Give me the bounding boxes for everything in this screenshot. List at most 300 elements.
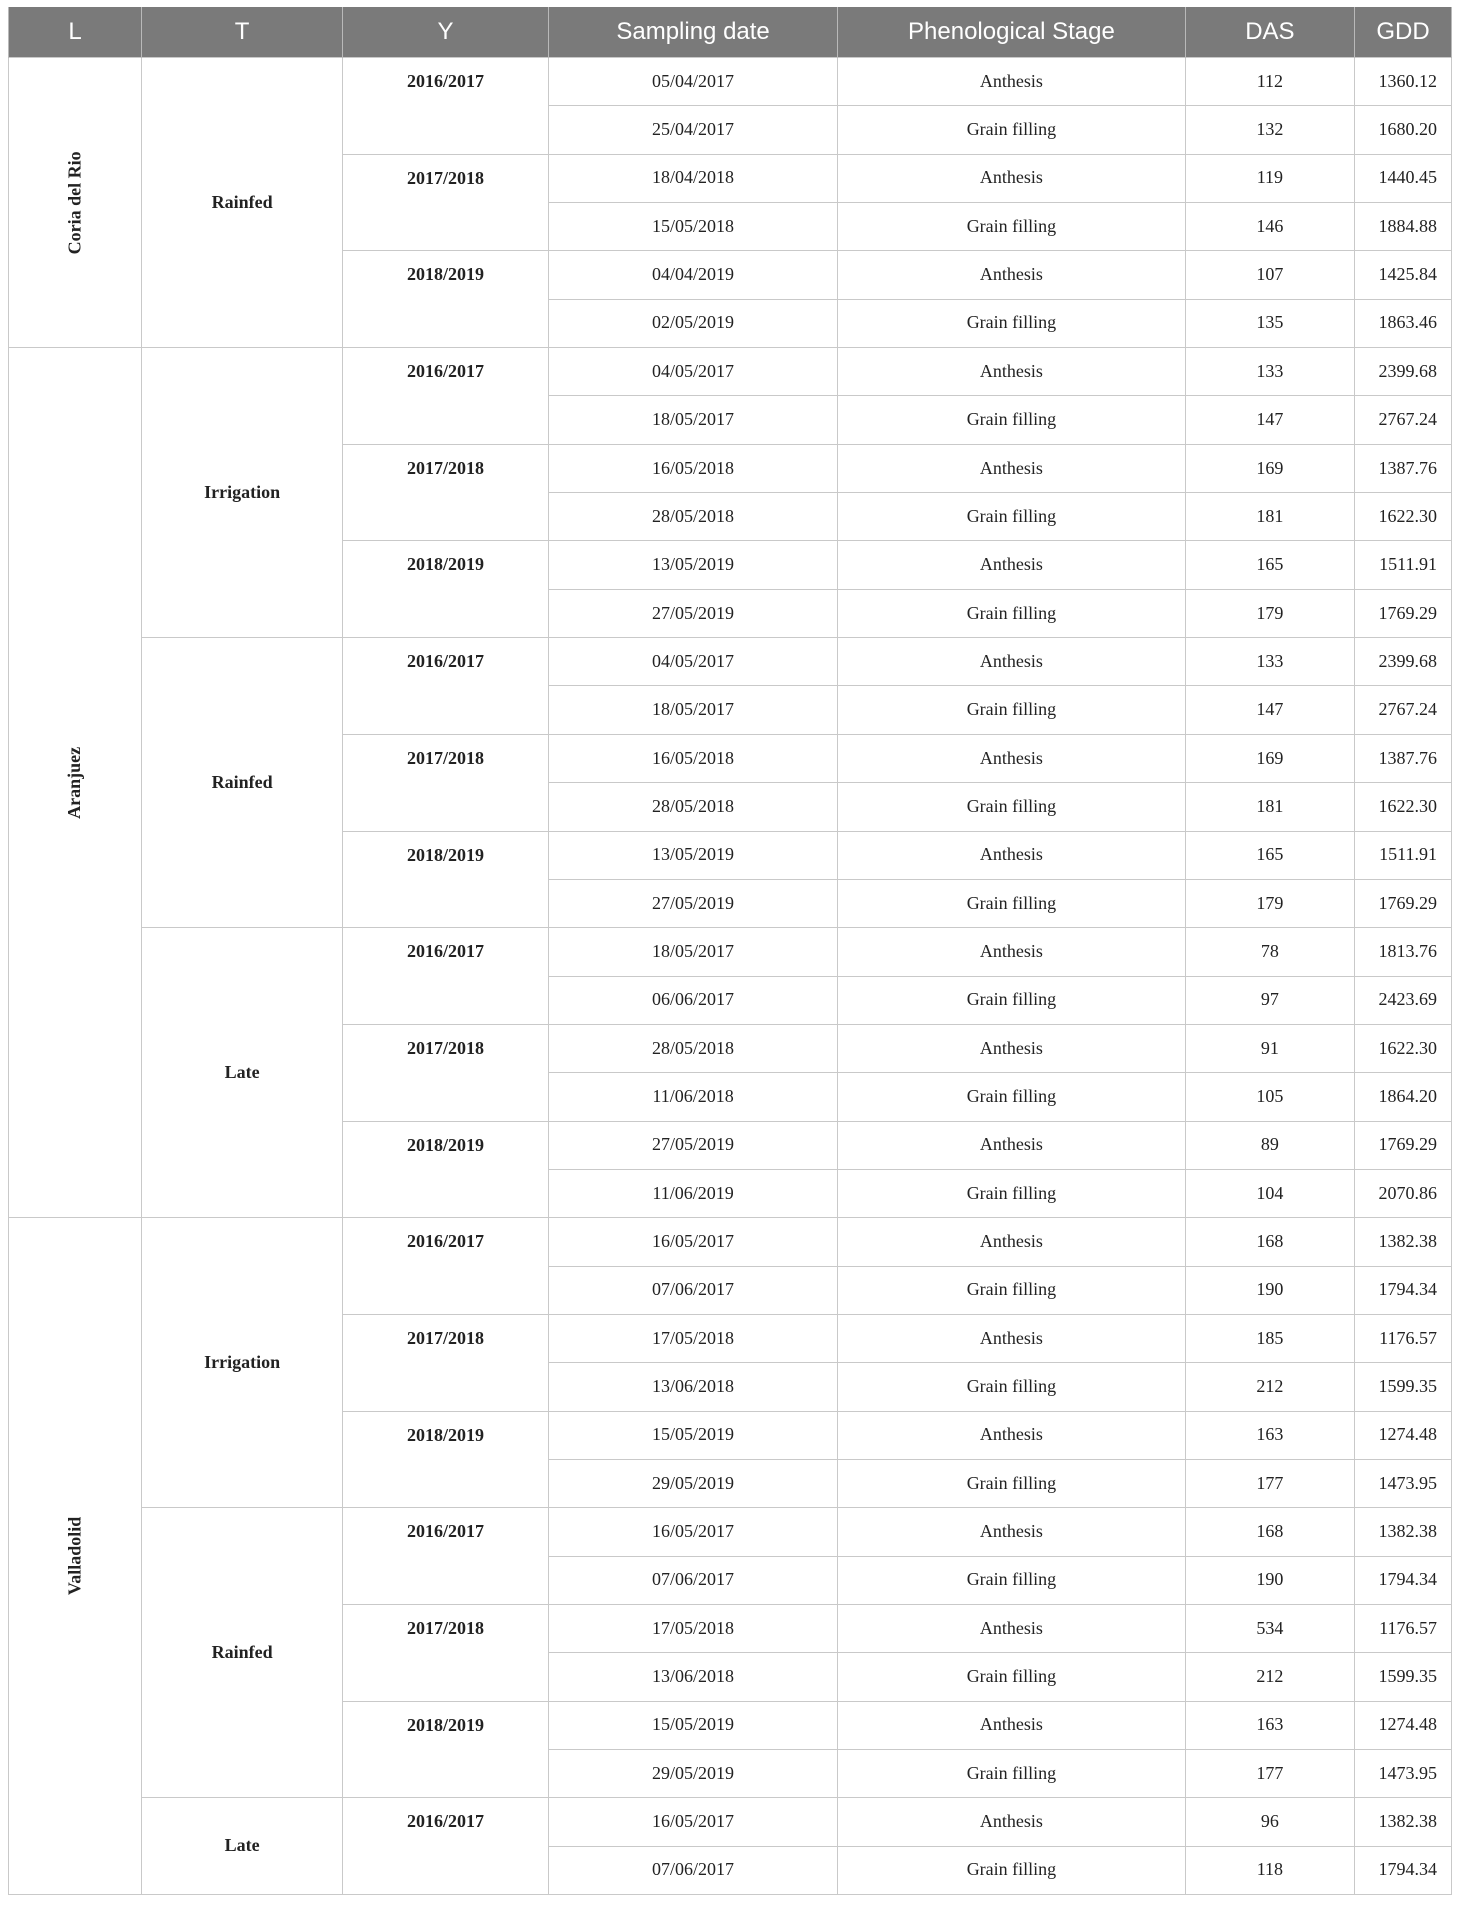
das-cell-text: 107	[1256, 264, 1284, 285]
das-cell	[1185, 203, 1354, 251]
sampling-date-cell-text: 28/05/2018	[652, 1037, 735, 1058]
das-cell-text: 147	[1256, 409, 1284, 430]
das-cell	[1185, 1363, 1354, 1411]
phenological-stage-cell	[838, 299, 1185, 347]
sampling-date-cell-text: 13/06/2018	[652, 1376, 735, 1397]
phenological-stage-cell-text: Grain filling	[966, 699, 1057, 720]
das-cell-text: 118	[1256, 1859, 1284, 1880]
year-cell-text: 2017/2018	[407, 1327, 485, 1348]
phenological-stage-cell-text: Grain filling	[966, 989, 1057, 1010]
das-cell-text: 132	[1256, 119, 1284, 140]
phenological-stage-cell	[838, 1459, 1185, 1507]
phenological-stage-cell	[838, 251, 1185, 299]
sampling-date-cell	[548, 1605, 837, 1653]
das-cell	[1185, 1556, 1354, 1604]
das-cell	[1185, 1218, 1354, 1266]
gdd-cell	[1355, 106, 1452, 154]
phenological-stage-cell	[838, 1605, 1185, 1653]
phenological-stage-cell	[838, 1750, 1185, 1798]
gdd-cell-text: 1794.34	[1378, 1279, 1437, 1300]
das-cell	[1185, 1121, 1354, 1169]
das-cell-text: 185	[1256, 1327, 1284, 1348]
treatment-cell	[142, 1218, 343, 1508]
gdd-cell	[1355, 1363, 1452, 1411]
phenological-stage-cell	[838, 686, 1185, 734]
das-cell-text: 169	[1256, 457, 1284, 478]
sampling-date-cell-text: 07/06/2017	[652, 1569, 735, 1590]
year-cell-text: 2016/2017	[407, 941, 485, 962]
gdd-cell-text: 2399.68	[1378, 360, 1437, 381]
das-cell	[1185, 493, 1354, 541]
das-cell-text: 165	[1256, 844, 1284, 865]
phenological-stage-cell-text: Grain filling	[966, 1279, 1057, 1300]
phenological-stage-cell	[838, 493, 1185, 541]
sampling-date-cell	[548, 396, 837, 444]
das-cell	[1185, 1605, 1354, 1653]
header-treatment: T	[142, 7, 343, 58]
treatment-cell	[142, 1508, 343, 1798]
treatment-cell-text: Rainfed	[211, 771, 273, 792]
sampling-date-cell	[548, 1314, 837, 1362]
phenological-stage-cell	[838, 396, 1185, 444]
phenological-stage-cell	[838, 1121, 1185, 1169]
sampling-date-cell-text: 13/05/2019	[652, 554, 735, 575]
das-cell	[1185, 106, 1354, 154]
year-cell-text: 2016/2017	[407, 1521, 485, 1542]
gdd-cell	[1355, 1314, 1452, 1362]
phenological-stage-cell-text: Grain filling	[966, 1182, 1057, 1203]
sampling-date-cell	[548, 783, 837, 831]
sampling-date-cell-text: 28/05/2018	[652, 795, 735, 816]
sampling-date-cell-text: 07/06/2017	[652, 1279, 735, 1300]
phenological-stage-cell-text: Anthesis	[979, 457, 1043, 478]
gdd-cell	[1355, 1605, 1452, 1653]
sampling-date-cell	[548, 1411, 837, 1459]
year-cell	[343, 154, 549, 251]
sampling-date-cell-text: 16/05/2017	[652, 1811, 735, 1832]
das-cell-text: 212	[1256, 1666, 1284, 1687]
phenological-stage-cell	[838, 1798, 1185, 1846]
das-cell	[1185, 251, 1354, 299]
gdd-cell	[1355, 1701, 1452, 1749]
gdd-cell-text: 1511.91	[1379, 554, 1437, 575]
das-cell	[1185, 1653, 1354, 1701]
phenological-stage-cell	[838, 928, 1185, 976]
das-cell-text: 97	[1260, 989, 1279, 1010]
year-cell-text: 2017/2018	[407, 457, 485, 478]
sampling-date-cell-text: 16/05/2018	[652, 747, 735, 768]
das-cell	[1185, 1846, 1354, 1894]
phenological-stage-cell-text: Anthesis	[979, 360, 1043, 381]
phenological-stage-cell	[838, 879, 1185, 927]
phenological-stage-cell-text: Anthesis	[979, 1134, 1043, 1155]
year-cell	[343, 928, 549, 1025]
phenological-stage-cell-text: Grain filling	[966, 1762, 1057, 1783]
phenological-stage-cell	[838, 1314, 1185, 1362]
year-cell	[343, 1218, 549, 1315]
year-cell	[343, 1411, 549, 1508]
das-cell	[1185, 589, 1354, 637]
gdd-cell-text: 1864.20	[1378, 1085, 1437, 1106]
year-cell-text: 2018/2019	[407, 554, 485, 575]
phenological-stage-cell-text: Grain filling	[966, 1472, 1057, 1493]
gdd-cell	[1355, 203, 1452, 251]
gdd-cell-text: 1274.48	[1378, 1424, 1437, 1445]
gdd-cell-text: 1794.34	[1378, 1569, 1437, 1590]
sampling-date-cell	[548, 1024, 837, 1072]
year-cell	[343, 444, 549, 541]
das-cell	[1185, 444, 1354, 492]
phenological-stage-cell	[838, 1363, 1185, 1411]
phenological-stage-cell-text: Anthesis	[979, 264, 1043, 285]
das-cell	[1185, 831, 1354, 879]
gdd-cell	[1355, 1798, 1452, 1846]
das-cell-text: 179	[1256, 892, 1284, 913]
sampling-date-cell	[548, 203, 837, 251]
header-location: L	[9, 7, 142, 58]
phenological-stage-cell-text: Anthesis	[979, 650, 1043, 671]
sampling-date-cell	[548, 1701, 837, 1749]
gdd-cell-text: 1382.38	[1378, 1521, 1437, 1542]
sampling-date-cell	[548, 1653, 837, 1701]
phenological-stage-cell	[838, 783, 1185, 831]
year-cell	[343, 1605, 549, 1702]
gdd-cell-text: 1473.95	[1378, 1762, 1437, 1783]
gdd-cell	[1355, 734, 1452, 782]
year-cell	[343, 58, 549, 155]
gdd-cell	[1355, 831, 1452, 879]
phenological-stage-cell	[838, 348, 1185, 396]
treatment-cell-text: Rainfed	[211, 191, 273, 212]
gdd-cell	[1355, 493, 1452, 541]
phenological-stage-cell-text: Grain filling	[966, 505, 1057, 526]
sampling-date-cell-text: 15/05/2019	[652, 1714, 735, 1735]
gdd-cell-text: 2423.69	[1378, 989, 1437, 1010]
das-cell	[1185, 928, 1354, 976]
phenological-stage-cell	[838, 1508, 1185, 1556]
phenological-stage-cell-text: Anthesis	[979, 554, 1043, 575]
phenological-stage-cell	[838, 1556, 1185, 1604]
phenological-stage-cell-text: Grain filling	[966, 602, 1057, 623]
sampling-date-cell-text: 27/05/2019	[652, 892, 735, 913]
phenological-stage-cell-text: Grain filling	[966, 215, 1057, 236]
sampling-date-cell	[548, 58, 837, 106]
das-cell-text: 168	[1256, 1231, 1284, 1252]
phenological-stage-cell	[838, 1024, 1185, 1072]
sampling-date-cell	[548, 1459, 837, 1507]
das-cell-text: 135	[1256, 312, 1284, 333]
phenological-stage-cell-text: Anthesis	[979, 1424, 1043, 1445]
das-cell	[1185, 1169, 1354, 1217]
location-label: Aranjuez	[64, 746, 85, 819]
gdd-cell	[1355, 638, 1452, 686]
sampling-date-cell-text: 18/04/2018	[652, 167, 735, 188]
treatment-cell-text: Irrigation	[204, 1351, 281, 1372]
header-sampling-date: Sampling date	[548, 7, 837, 58]
sampling-date-cell-text: 18/05/2017	[652, 699, 735, 720]
phenological-stage-cell-text: Grain filling	[966, 1666, 1057, 1687]
phenological-stage-cell-text: Grain filling	[966, 1569, 1057, 1590]
gdd-cell-text: 1622.30	[1378, 1037, 1437, 1058]
sampling-date-cell	[548, 589, 837, 637]
year-cell	[343, 1798, 549, 1895]
gdd-cell-text: 2767.24	[1378, 699, 1437, 720]
sampling-date-cell	[548, 1508, 837, 1556]
gdd-cell	[1355, 348, 1452, 396]
das-cell-text: 89	[1260, 1134, 1279, 1155]
phenological-stage-cell	[838, 541, 1185, 589]
gdd-cell-text: 1599.35	[1378, 1666, 1437, 1687]
gdd-cell	[1355, 1024, 1452, 1072]
sampling-date-cell-text: 15/05/2018	[652, 215, 735, 236]
gdd-cell-text: 1382.38	[1378, 1231, 1437, 1252]
table-row	[9, 1798, 1452, 1846]
gdd-cell	[1355, 299, 1452, 347]
gdd-cell-text: 1382.38	[1378, 1811, 1437, 1832]
das-cell-text: 91	[1260, 1037, 1279, 1058]
sampling-date-cell	[548, 299, 837, 347]
treatment-cell-text: Late	[224, 1835, 260, 1856]
year-cell-text: 2018/2019	[407, 1424, 485, 1445]
phenological-stage-cell-text: Anthesis	[979, 1327, 1043, 1348]
phenological-stage-cell	[838, 1411, 1185, 1459]
das-cell	[1185, 58, 1354, 106]
sampling-date-cell	[548, 1121, 837, 1169]
year-cell	[343, 348, 549, 445]
gdd-cell	[1355, 154, 1452, 202]
das-cell	[1185, 396, 1354, 444]
phenological-stage-cell-text: Grain filling	[966, 1859, 1057, 1880]
phenological-stage-cell-text: Grain filling	[966, 1085, 1057, 1106]
sampling-date-cell	[548, 493, 837, 541]
sampling-date-cell-text: 02/05/2019	[652, 312, 735, 333]
year-cell	[343, 251, 549, 348]
das-cell	[1185, 299, 1354, 347]
das-cell	[1185, 1411, 1354, 1459]
das-cell-text: 96	[1260, 1811, 1279, 1832]
sampling-date-cell-text: 18/05/2017	[652, 409, 735, 430]
gdd-cell-text: 1863.46	[1378, 312, 1437, 333]
gdd-cell-text: 1387.76	[1378, 457, 1437, 478]
sampling-date-cell-text: 06/06/2017	[652, 989, 735, 1010]
year-cell-text: 2016/2017	[407, 1811, 485, 1832]
phenological-stage-cell-text: Grain filling	[966, 892, 1057, 913]
sampling-date-cell	[548, 1798, 837, 1846]
das-cell	[1185, 541, 1354, 589]
sampling-date-cell-text: 04/05/2017	[652, 650, 735, 671]
das-cell-text: 190	[1256, 1279, 1284, 1300]
header-year: Y	[343, 7, 549, 58]
table-row	[9, 348, 1452, 396]
sampling-date-cell-text: 05/04/2017	[652, 70, 735, 91]
treatment-cell	[142, 58, 343, 348]
gdd-cell-text: 1360.12	[1378, 70, 1437, 91]
gdd-cell	[1355, 1653, 1452, 1701]
das-cell-text: 105	[1256, 1085, 1284, 1106]
gdd-cell-text: 1813.76	[1378, 940, 1437, 961]
location-cell	[9, 58, 142, 348]
year-cell-text: 2016/2017	[407, 71, 485, 91]
year-cell-text: 2017/2018	[407, 167, 485, 188]
gdd-cell-text: 1769.29	[1378, 892, 1437, 913]
header-gdd: GDD	[1355, 7, 1452, 58]
das-cell-text: 534	[1256, 1617, 1284, 1638]
das-cell-text: 177	[1256, 1472, 1284, 1493]
gdd-cell-text: 1425.84	[1378, 264, 1437, 285]
sampling-date-cell-text: 18/05/2017	[652, 940, 735, 961]
sampling-date-cell-text: 27/05/2019	[652, 602, 735, 623]
gdd-cell-text: 2399.68	[1378, 650, 1437, 671]
year-cell-text: 2018/2019	[407, 1134, 485, 1155]
sampling-date-cell-text: 13/06/2018	[652, 1666, 735, 1687]
sampling-date-cell	[548, 1266, 837, 1314]
gdd-cell	[1355, 58, 1452, 106]
das-cell-text: 190	[1256, 1569, 1284, 1590]
phenological-stage-cell-text: Grain filling	[966, 1376, 1057, 1397]
sampling-date-cell	[548, 976, 837, 1024]
das-cell	[1185, 348, 1354, 396]
sampling-date-cell	[548, 831, 837, 879]
sampling-date-cell	[548, 1169, 837, 1217]
year-cell	[343, 1314, 549, 1411]
gdd-cell-text: 1794.34	[1378, 1859, 1437, 1880]
sampling-date-cell	[548, 1218, 837, 1266]
gdd-cell-text: 1176.57	[1379, 1617, 1437, 1638]
gdd-cell-text: 1274.48	[1378, 1714, 1437, 1735]
phenological-stage-cell-text: Grain filling	[966, 312, 1057, 333]
gdd-cell	[1355, 444, 1452, 492]
das-cell	[1185, 976, 1354, 1024]
header-phenological-stage: Phenological Stage	[838, 7, 1185, 58]
gdd-cell	[1355, 1073, 1452, 1121]
year-cell-text: 2016/2017	[407, 361, 485, 382]
treatment-cell	[142, 928, 343, 1218]
gdd-cell	[1355, 1411, 1452, 1459]
phenological-stage-cell	[838, 976, 1185, 1024]
gdd-cell-text: 1769.29	[1378, 602, 1437, 623]
gdd-cell	[1355, 251, 1452, 299]
das-cell	[1185, 1073, 1354, 1121]
gdd-cell	[1355, 1218, 1452, 1266]
das-cell	[1185, 1508, 1354, 1556]
location-label: Valladolid	[64, 1516, 85, 1596]
sampling-date-cell-text: 16/05/2017	[652, 1231, 735, 1252]
gdd-cell	[1355, 1750, 1452, 1798]
gdd-cell	[1355, 1121, 1452, 1169]
year-cell	[343, 831, 549, 928]
sampling-date-cell	[548, 1750, 837, 1798]
year-cell-text: 2017/2018	[407, 1618, 485, 1638]
gdd-cell	[1355, 1459, 1452, 1507]
phenological-stage-cell-text: Anthesis	[979, 1231, 1043, 1252]
das-cell-text: 119	[1256, 167, 1284, 188]
das-cell-text: 133	[1256, 650, 1284, 671]
year-cell	[343, 541, 549, 638]
sampling-date-cell-text: 25/04/2017	[652, 119, 735, 140]
sampling-date-cell-text: 28/05/2018	[652, 505, 735, 526]
gdd-cell-text: 1176.57	[1379, 1327, 1437, 1348]
header-das: DAS	[1185, 7, 1354, 58]
phenological-stage-cell-text: Anthesis	[979, 70, 1043, 91]
sampling-date-cell	[548, 444, 837, 492]
das-cell	[1185, 1701, 1354, 1749]
year-cell	[343, 734, 549, 831]
das-cell	[1185, 1314, 1354, 1362]
year-cell-text: 2017/2018	[407, 1037, 485, 1058]
sampling-date-cell-text: 17/05/2018	[652, 1327, 735, 1348]
table-row	[9, 638, 1452, 686]
table-header	[9, 7, 1452, 58]
phenology-table	[8, 7, 1452, 1895]
table-row	[9, 58, 1452, 106]
phenological-stage-cell-text: Anthesis	[979, 747, 1043, 768]
gdd-cell	[1355, 928, 1452, 976]
das-cell	[1185, 1266, 1354, 1314]
phenological-stage-cell-text: Grain filling	[966, 119, 1057, 140]
year-cell	[343, 638, 549, 735]
das-cell-text: 133	[1256, 360, 1284, 381]
das-cell-text: 147	[1256, 699, 1284, 720]
gdd-cell	[1355, 879, 1452, 927]
das-cell-text: 112	[1256, 70, 1284, 91]
sampling-date-cell-text: 04/05/2017	[652, 360, 735, 381]
sampling-date-cell-text: 17/05/2018	[652, 1617, 735, 1638]
das-cell	[1185, 686, 1354, 734]
das-cell	[1185, 1750, 1354, 1798]
year-cell	[343, 1508, 549, 1605]
gdd-cell-text: 1440.45	[1378, 167, 1437, 188]
phenological-stage-cell	[838, 589, 1185, 637]
sampling-date-cell-text: 27/05/2019	[652, 1134, 735, 1155]
das-cell	[1185, 1459, 1354, 1507]
sampling-date-cell-text: 11/06/2018	[652, 1085, 734, 1106]
phenological-stage-cell	[838, 1073, 1185, 1121]
gdd-cell	[1355, 589, 1452, 637]
das-cell	[1185, 879, 1354, 927]
phenological-stage-cell	[838, 58, 1185, 106]
year-cell	[343, 1024, 549, 1121]
sampling-date-cell	[548, 1073, 837, 1121]
year-cell-text: 2017/2018	[407, 747, 485, 768]
gdd-cell	[1355, 1169, 1452, 1217]
treatment-cell-text: Late	[224, 1061, 260, 1082]
gdd-cell-text: 1473.95	[1378, 1472, 1437, 1493]
gdd-cell-text: 1387.76	[1378, 747, 1437, 768]
sampling-date-cell	[548, 928, 837, 976]
gdd-cell	[1355, 1266, 1452, 1314]
location-cell	[9, 1218, 142, 1895]
das-cell-text: 163	[1256, 1714, 1284, 1735]
treatment-cell	[142, 348, 343, 638]
das-cell-text: 104	[1256, 1182, 1284, 1203]
gdd-cell-text: 1622.30	[1378, 505, 1437, 526]
gdd-cell	[1355, 396, 1452, 444]
sampling-date-cell-text: 04/04/2019	[652, 264, 735, 285]
sampling-date-cell	[548, 638, 837, 686]
gdd-cell	[1355, 976, 1452, 1024]
sampling-date-cell-text: 29/05/2019	[652, 1762, 735, 1783]
gdd-cell	[1355, 783, 1452, 831]
sampling-date-cell	[548, 734, 837, 782]
sampling-date-cell	[548, 106, 837, 154]
gdd-cell	[1355, 541, 1452, 589]
table-row	[9, 1508, 1452, 1556]
sampling-date-cell-text: 11/06/2019	[652, 1182, 734, 1203]
location-label: Coria del Rio	[64, 151, 85, 255]
das-cell-text: 181	[1256, 795, 1284, 816]
sampling-date-cell-text: 15/05/2019	[652, 1424, 735, 1445]
phenology-table-container	[8, 7, 1452, 1895]
